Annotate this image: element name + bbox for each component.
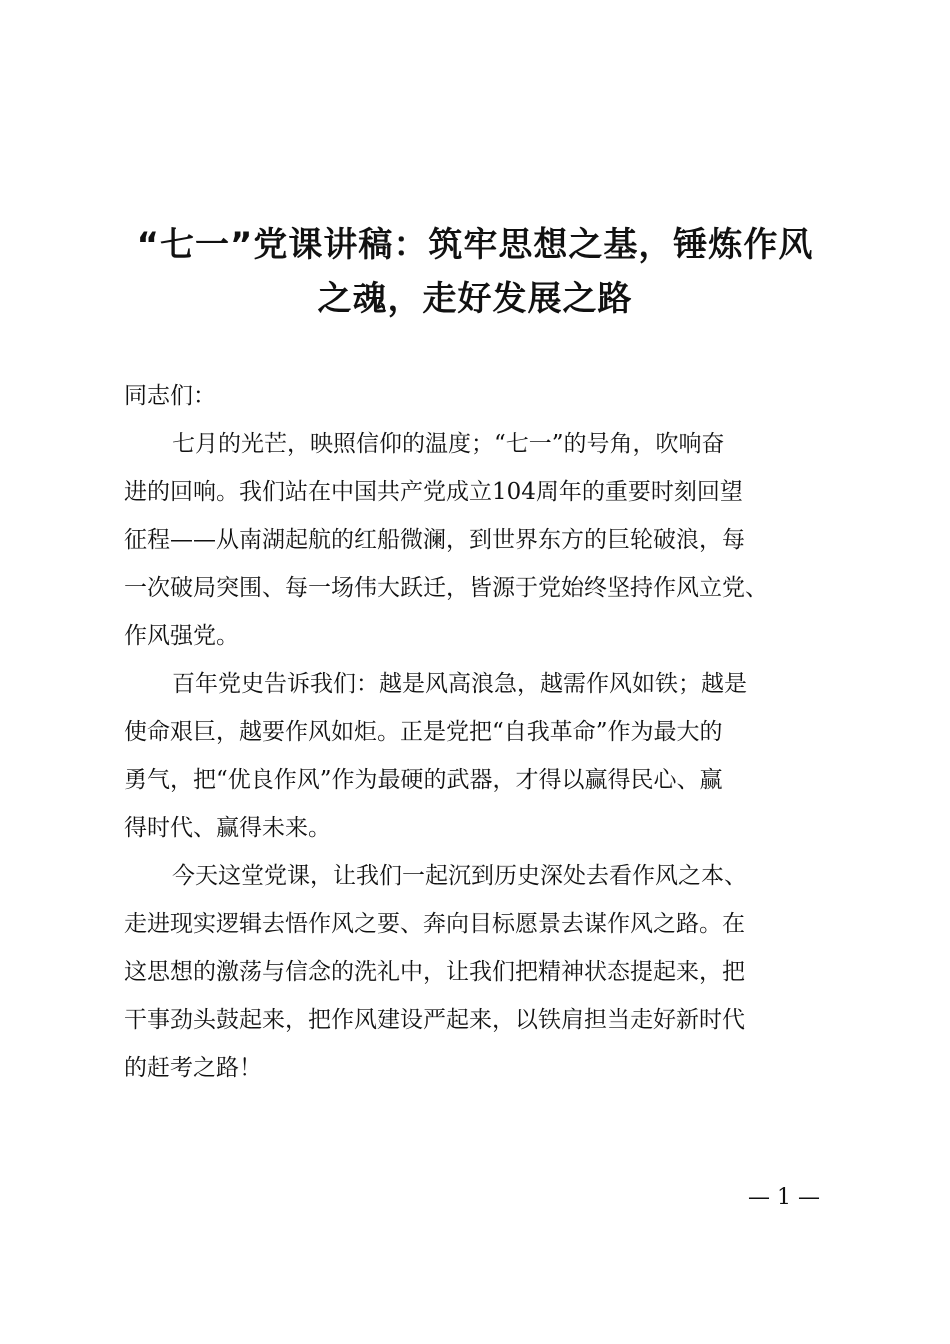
title-line-1: “七一”党课讲稿：筑牢思想之基，锤炼作风	[136, 225, 814, 265]
paragraph-line: 一次破局突围、每一场伟大跃迁，皆源于党始终坚持作风立党、	[124, 575, 768, 601]
document-title	[118, 218, 832, 326]
salutation: 同志们：	[124, 383, 216, 409]
page-number: — 1 —	[748, 1185, 820, 1210]
paragraph-line: 走进现实逻辑去悟作风之要、奔向目标愿景去谋作风之路。在	[124, 911, 745, 937]
paragraph-line: 作风强党。	[124, 623, 239, 649]
title-line-2: 之魂，走好发展之路	[317, 279, 633, 319]
paragraph-line: 七月的光芒，映照信仰的温度；“七一”的号角，吹响奋	[172, 431, 725, 457]
paragraph-line: 征程——从南湖起航的红船微澜，到世界东方的巨轮破浪，每	[124, 527, 745, 553]
paragraph-line: 这思想的激荡与信念的洗礼中，让我们把精神状态提起来，把	[124, 959, 745, 985]
document-body	[124, 372, 814, 1092]
paragraph-line: 百年党史告诉我们：越是风高浪急，越需作风如铁；越是	[172, 671, 747, 697]
paragraph-line: 勇气，把“优良作风”作为最硬的武器，才得以赢得民心、赢	[124, 767, 723, 793]
paragraph-line: 今天这堂党课，让我们一起沉到历史深处去看作风之本、	[172, 863, 747, 889]
paragraph-line: 进的回响。我们站在中国共产党成立104周年的重要时刻回望	[124, 479, 743, 505]
paragraph-line: 使命艰巨，越要作风如炬。正是党把“自我革命”作为最大的	[124, 719, 723, 745]
paragraph-line: 干事劲头鼓起来，把作风建设严起来，以铁肩担当走好新时代	[124, 1007, 745, 1033]
paragraph-2	[124, 660, 814, 852]
paragraph-line: 得时代、赢得未来。	[124, 815, 331, 841]
paragraph-1	[124, 420, 814, 660]
paragraph-3	[124, 852, 814, 1092]
paragraph-line: 的赶考之路！	[124, 1055, 262, 1081]
